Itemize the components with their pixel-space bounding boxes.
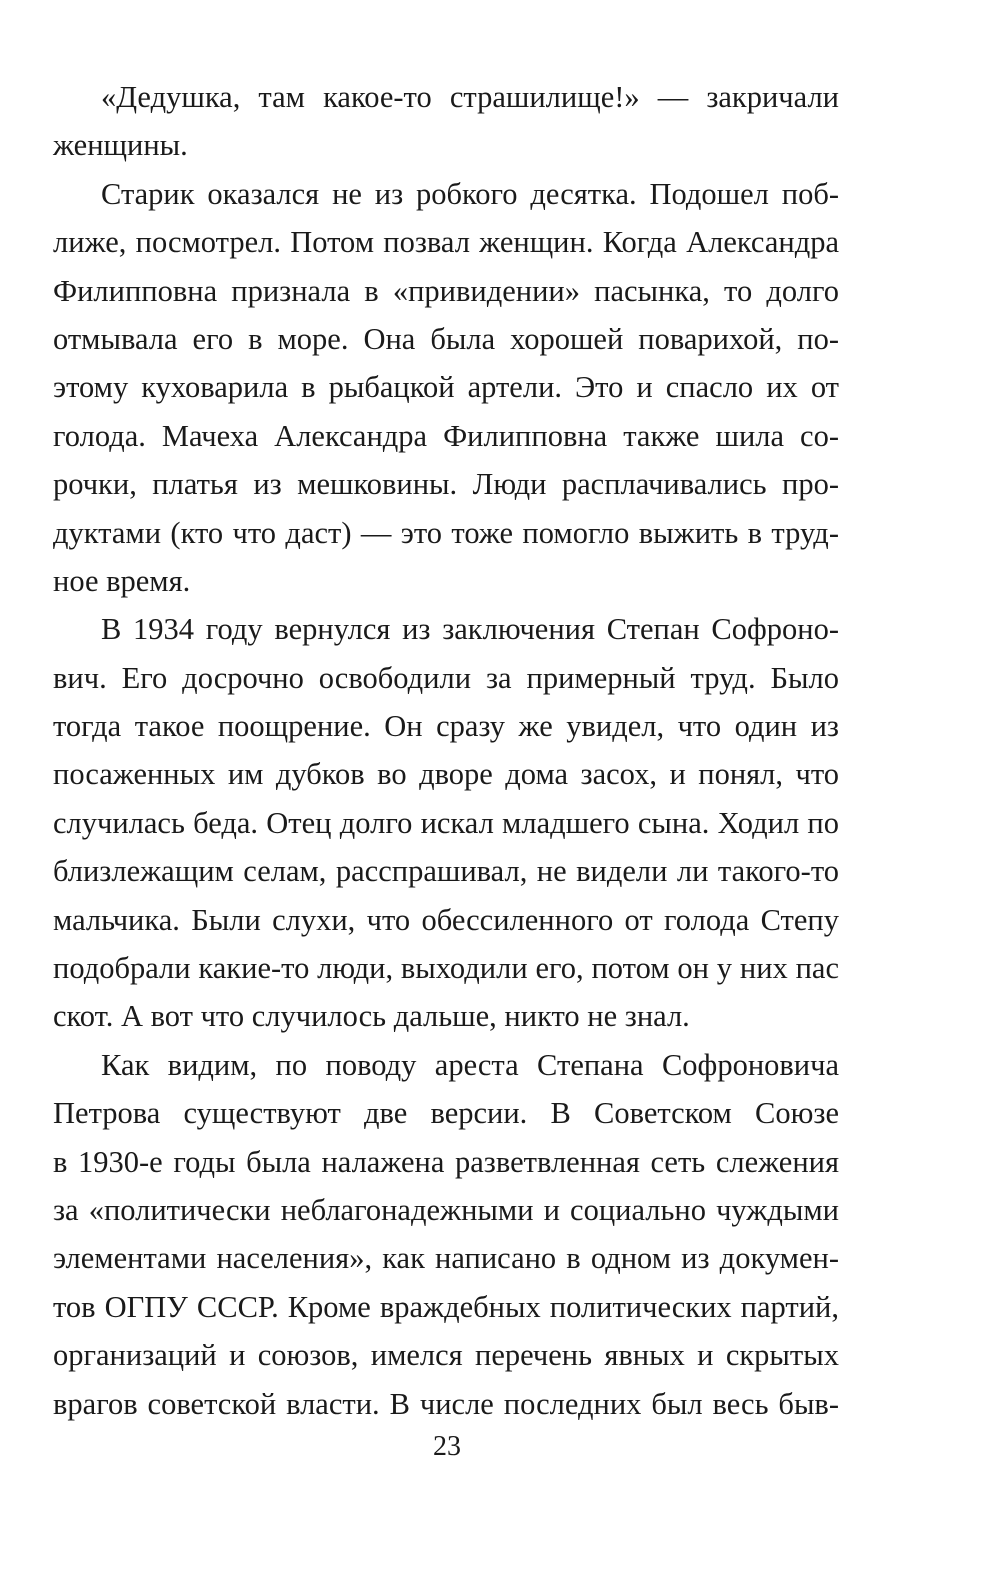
text-line: ное время. [53, 563, 191, 598]
text-line: дуктами (кто что даст) — это тоже помогло выжить в труд- [53, 515, 839, 550]
text-line: случилась беда. Отец долго искал младшего сына. Ходил по [53, 805, 839, 840]
paragraph [53, 605, 839, 1041]
text-line: врагов советской власти. В числе последних был весь быв- [53, 1386, 839, 1421]
text-line: за «политически неблагонадежными и социально чуждыми [53, 1192, 839, 1227]
text-line: в 1930-е годы была налажена разветвленная сеть слежения [53, 1144, 839, 1179]
text-line: рочки, платья из мешковины. Люди расплачивались про- [53, 467, 839, 502]
text-line: «Дедушка, там какое-то страшилище!» — закричали [101, 80, 839, 114]
text-line: Филипповна признала в «привидении» пасынка, то долго [53, 273, 839, 308]
body-text [53, 73, 839, 1428]
text-line: отмывала его в море. Она была хорошей поварихой, по- [53, 321, 839, 356]
text-line: Как видим, по поводу ареста Степана Софроновича [101, 1047, 839, 1082]
page-number: 23 [433, 1431, 461, 1462]
text-line: элементами населения», как написано в одном из докумен- [53, 1241, 839, 1276]
paragraph [53, 170, 839, 606]
text-line: вич. Его досрочно освободили за примерный труд. Было [53, 660, 839, 695]
paragraph [53, 1041, 839, 1428]
text-line: организаций и союзов, имелся перечень явных и скрытых [53, 1338, 839, 1373]
text-line: этому куховарила в рыбацкой артели. Это и спасло их от [53, 370, 839, 405]
text-line: тов ОГПУ СССР. Кроме враждебных политических партий, [53, 1289, 839, 1324]
text-line: мальчика. Были слухи, что обессиленного от голода Степу [53, 902, 839, 937]
text-line: Петрова существуют две версии. В Советском Союзе [53, 1096, 839, 1131]
paragraph [53, 73, 839, 170]
text-line: лиже, посмотрел. Потом позвал женщин. Когда Александра [53, 225, 839, 260]
text-line: Старик оказался не из робкого десятка. Подошел поб- [101, 176, 839, 211]
text-line: близлежащим селам, расспрашивал, не видели ли такого-то [53, 854, 839, 889]
text-line: посаженных им дубков во дворе дома засох, и понял, что [53, 757, 839, 792]
text-line: тогда такое поощрение. Он сразу же увидел, что один из [53, 709, 839, 744]
text-line: В 1934 году вернулся из заключения Степан Софроно- [101, 612, 839, 647]
text-line: женщины. [53, 128, 188, 163]
text-line: скот. А вот что случилось дальше, никто не знал. [53, 999, 690, 1034]
text-line: подобрали какие-то люди, выходили его, потом он у них пас [53, 951, 839, 986]
text-line: голода. Мачеха Александра Филипповна также шила со- [53, 418, 839, 453]
